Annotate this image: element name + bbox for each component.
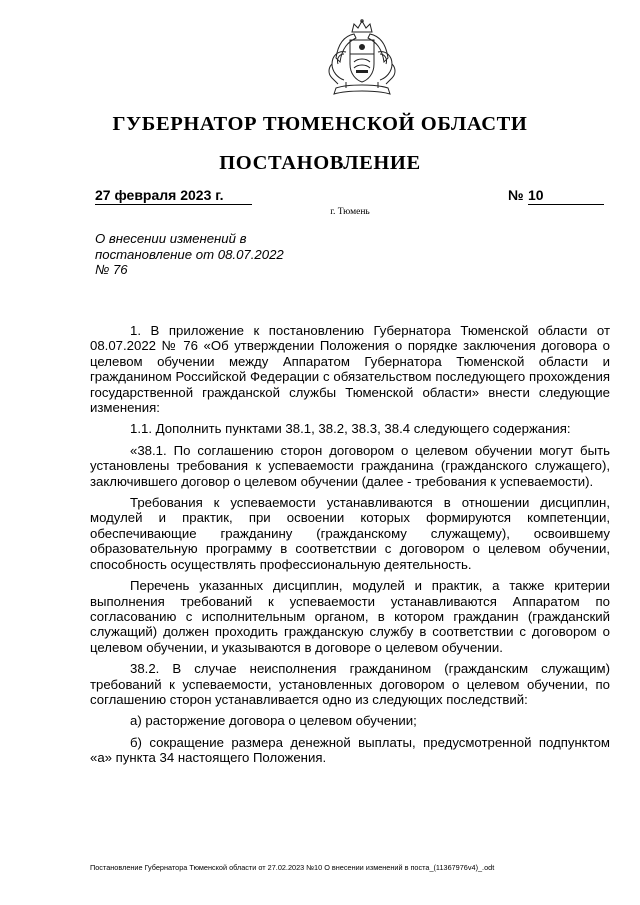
document-subject	[95, 231, 295, 278]
body-paragraph: б) сокращение размера денежной выплаты, предусмотренной подпунктом «а» пункта 34 настоящего Положения.	[90, 734, 610, 766]
body-paragraph: 1. В приложение к постановлению Губернатора Тюменской области от 08.07.2022 № 76 «Об утверждении Положения о порядке заключения договора о целевом обучении между Аппаратом Губернатора Тюменской области и гражданином Российской Федерации с обязательством последующего прохождения государственной гражданской службы Тюменской области» внести следующие изменения:	[90, 323, 610, 416]
number-sign: №	[508, 187, 524, 203]
body-paragraph: Перечень указанных дисциплин, модулей и практик, а также критерии выполнения требований к успеваемости устанавливаются Аппаратом по согласованию с исполнительным органом, в котором гражданин (гражданский служащий) должен проходить гражданскую службу в соответствии с договором о целевом обучении, и указываются в договоре о целевом обучении.	[90, 578, 610, 655]
governor-heading: ГУБЕРНАТОР ТЮМЕНСКОЙ ОБЛАСТИ	[112, 113, 528, 135]
document-type-heading: ПОСТАНОВЛЕНИЕ	[219, 152, 421, 174]
coat-of-arms-icon	[316, 18, 408, 102]
body-paragraph: 1.1. Дополнить пунктами 38.1, 38.2, 38.3, 38.4 следующего содержания:	[130, 421, 571, 437]
body-paragraph: Требования к успеваемости устанавливаются в отношении дисциплин, модулей и практик, при освоении которых формируются компетенции, обеспечивающие гражданину (гражданскому служащему), освоившему образовательную программу в соответствии с договором о целевом обучении, способность осуществлять профессиональную деятельность.	[90, 495, 610, 572]
document-date: 27 февраля 2023 г.	[95, 187, 252, 205]
body-paragraph: а) расторжение договора о целевом обучении;	[130, 713, 417, 729]
subject-line: № 76	[95, 262, 128, 277]
subject-line: постановление от 08.07.2022	[95, 246, 284, 262]
city-label: г. Тюмень	[330, 207, 370, 217]
body-paragraph: 38.2. В случае неисполнения гражданином (гражданским служащим) требований к успеваемости, установленных договором о целевом обучении, по соглашению сторон устанавливается одно из следующих последствий:	[90, 661, 610, 707]
number-value: 10	[528, 187, 604, 205]
document-body	[90, 323, 610, 772]
page-footer: Постановление Губернатора Тюменской области от 27.02.2023 №10 О внесении изменений в поста_(11367976v4)_.odt	[90, 863, 495, 872]
subject-line: О внесении изменений в	[95, 231, 247, 246]
body-paragraph: «38.1. По соглашению сторон договором о целевом обучении могут быть установлены требования к успеваемости гражданина (гражданского служащего), заключившего договор о целевом обучении (далее - требования к успеваемости).	[90, 442, 610, 489]
document-number	[508, 187, 604, 205]
